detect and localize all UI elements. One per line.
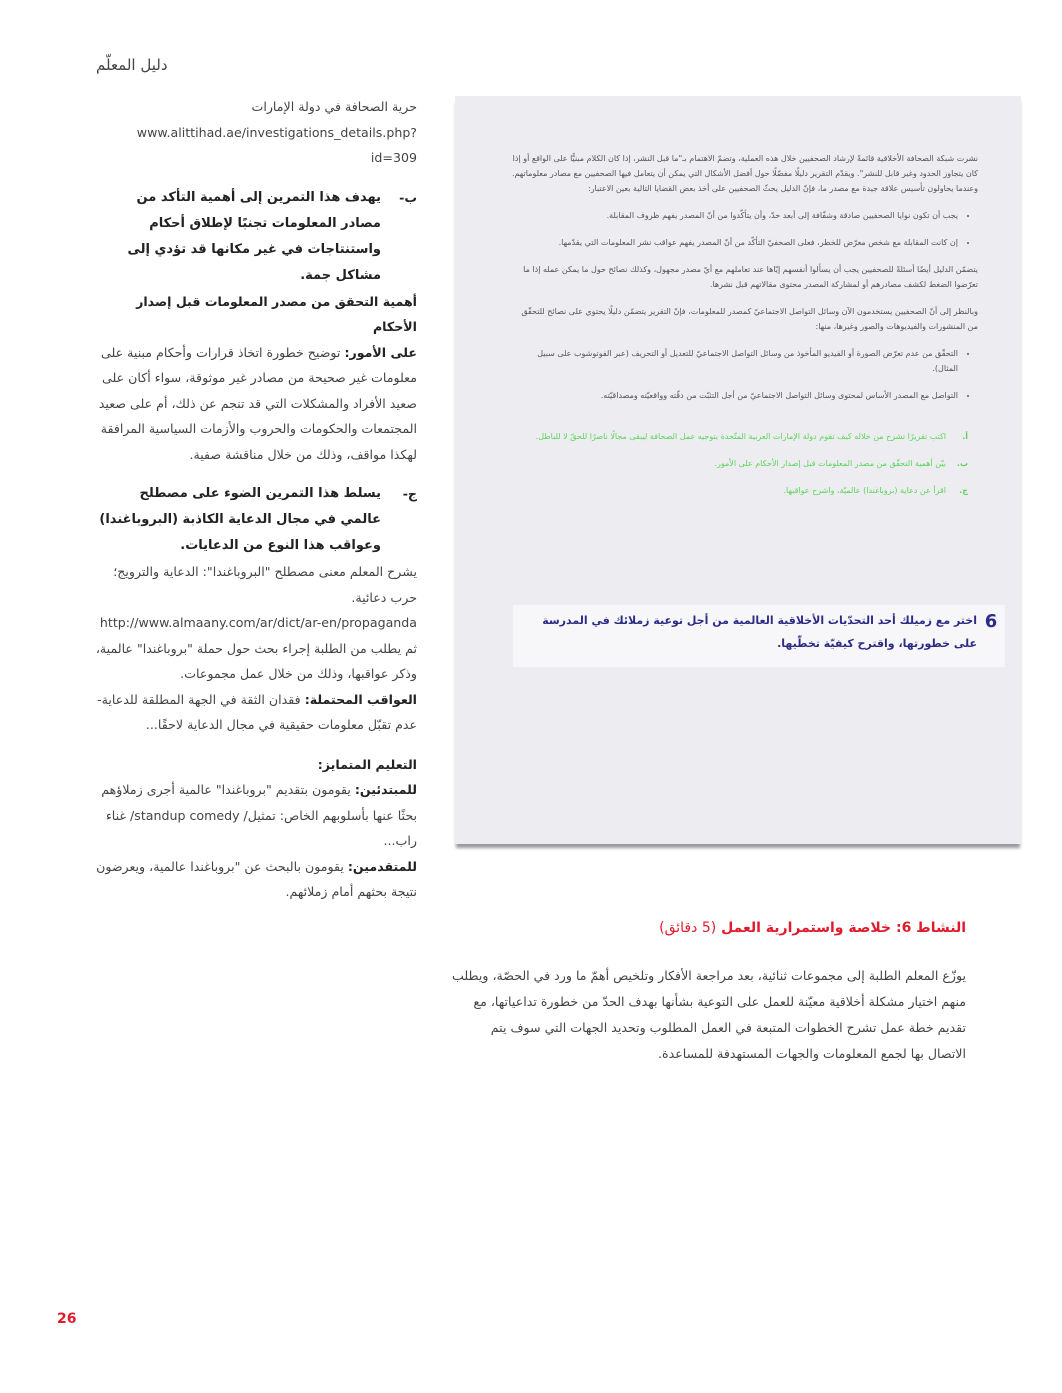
activity-6-title: [560, 920, 966, 936]
question-b: [510, 456, 978, 471]
excerpt-bullets-2: [510, 346, 978, 403]
exercise-c-objective: يسلط هذا التمرين الضوء على مصطلح عالمي في مجال الدعاية الكاذبة (البروباغندا) وعواقب هذا النوع من الدعايات.: [99, 486, 381, 553]
consequences-text: فقدان الثقة في الجهة المطلقة للدعاية- عدم تقبّل معلومات حقيقية في مجال الدعاية لاحقًا...: [97, 691, 417, 732]
consequences: [95, 687, 417, 738]
exercise-b-objective: يهدف هذا التمرين إلى أهمية التأكد من مصادر المعلومات تجنبًا لإطلاق أحكام واستنتاجات في غير مكانها قد تؤدي إلى مشاكل جمة.: [127, 189, 381, 283]
teacher-notes-column: [95, 94, 417, 905]
guide-title: دليل المعلّم: [96, 56, 168, 74]
exercise-b-label: على الأمور:: [344, 344, 417, 360]
beginners-label: للمبتدئين:: [354, 782, 417, 797]
differentiated-learning-title: التعليم المتمايز:: [317, 756, 417, 772]
beginners-text: يقومون بتقديم "بروباغندا" عالمية أجرى زملاؤهم بحثًا عنها بأسلوبهم الخاص: تمثيل/ standup comedy/ غناء راب...: [101, 782, 417, 848]
source-link[interactable]: www.alittihad.ae/investigations_details.php?id=309: [136, 124, 417, 165]
list-item: • التحقّق من عدم تعرّض الصورة أو الفيديو المأخوذ من وسائل التواصل الاجتماعيّ للتعديل أو التحريف (عبر الفوتوشوب على سبيل المثال).: [510, 346, 958, 376]
student-book-excerpt: [455, 96, 1021, 844]
exercise-b-heading: أهمية التحقق من مصدر المعلومات قبل إصدار الأحكام: [136, 293, 417, 334]
exercise-b-marker: ب-: [399, 189, 417, 205]
question-c: [510, 483, 978, 498]
question-b-text: بيّن أهمية التحقّق من مصدر المعلومات قبل إصدار الأحكام على الأمور.: [714, 459, 946, 468]
exercise-c-body: يشرح المعلم معنى مصطلح "البروباغندا": الدعاية والترويج؛ حرب دعائية.: [113, 564, 417, 605]
exercise-b-body: توضيح خطورة اتخاذ قرارات وأحكام مبنية على معلومات غير صحيحة من مصادر غير موثوقة، سواء أكان على صعيد الأفراد والمشكلات التي قد تنجم عن ذلك، أم على صعيد المجتمعات والحكومات والحروب والأزمات السياسية المرافقة لهكذا مواقف، وذلك من خلال مناقشة صفية.: [98, 344, 417, 462]
advanced-note: [95, 854, 417, 905]
task-6-number: 6: [984, 611, 998, 632]
activity-6-duration: (5 دقائق): [659, 920, 717, 936]
consequences-label: العواقب المحتملة:: [304, 691, 417, 707]
question-c-text: اقرأ عن دعاية (بروباغندا) عالميّة، واشرح عواقبها.: [783, 486, 946, 495]
question-a-text: اكتب تقريرًا تشرح من خلاله كيف تقوم دولة الإمارات العربية المتّحدة بتوجيه عمل الصحافة ليبقى مجالًا ناصرًا للحقّ لا للباطل.: [535, 432, 946, 441]
exercise-c-marker: ج-: [402, 486, 417, 501]
activity-6-body: يوزّع المعلم الطلبة إلى مجموعات ثنائية، بعد مراجعة الأفكار وتلخيص أهمّ ما ورد في الحصّة، ويطلب منهم اختيار مشكلة أخلاقية معيّنة للعمل على التوعية بشأنها بهدف الحدّ من خطورة تداعياتها، مع تقديم خطة عمل تشرح الخطوات المتبعة في العمل المطلوب وتحديد الجهات التي سوف يتم الاتصال بها لجمع المعلومات والجهات المستهدفة للمساعدة.: [452, 968, 966, 1061]
advanced-text: يقومون بالبحث عن "بروباغندا عالمية، ويعرضون نتيجة بحثهم أمام زملائهم.: [96, 858, 417, 899]
excerpt-paragraph-3: وبالنظر إلى أنّ الصحفيين يستخدمون الآن وسائل التواصل الاجتماعيّ كمصدر للمعلومات، فإنّ التقرير يتضمّن دليلًا يحتوي على نصائح للتحقّق من المنشورات والفيديوهات والصور وغيرها، منها:: [521, 307, 978, 331]
excerpt-content: [510, 151, 978, 510]
list-item: • التواصل مع المصدر الأساس لمحتوى وسائل التواصل الاجتماعيّ من أجل التثبّت من دقّته وواقعيّته ومصداقيّته.: [510, 388, 958, 403]
question-a: [510, 429, 978, 444]
task-6-text: اختر مع زميلك أحد التحدّيات الأخلاقية العالمية من أجل توعية زملائك في المدرسة على خطورتها، واقترح كيفيّة تخطّيها.: [542, 614, 977, 650]
list-item: • يجب أن تكون نوايا الصحفيين صادقة وشفّافة إلى أبعد حدّ، وأن يتأكّدوا من أنّ المصدر يفهم ظروف المقابلة.: [510, 208, 958, 223]
exercise-c-body2: ثم يطلب من الطلبة إجراء بحث حول حملة "بروباغندا" عالمية، وذكر عواقبها، وذلك من خلال عمل مجموعات.: [95, 640, 417, 681]
task-6-box: [513, 605, 1005, 667]
dictionary-link[interactable]: http://www.almaany.com/ar/dict/ar-en/propaganda: [99, 615, 417, 630]
excerpt-paragraph-2: يتضمّن الدليل أيضًا أسئلةً للصحفيين يجب أن يسألوا أنفسهم إيّاها عند تعاملهم مع أيّ مصدر مجهول، وكذلك نصائح حول ما يمكن عمله إذا ما تعرّضوا الضغط لكشف مصادرهم أو لمشاركة المصدر محتوى مقالاتهم قبل نشرها.: [523, 265, 978, 289]
page-number: 26: [57, 1311, 77, 1327]
excerpt-intro: نشرت شبكة الصحافة الأخلاقية قائمةً لإرشاد الصحفيين خلال هذه العملية، وتضمّ الاهتمام بـ"ما قبل النشر، إذا كان الكلام مبنيًّا على الواقع أو إذا كان يتجاوز الحدود وغير قابل للنشر". ويقدّم التقرير دليلًا مفصّلًا حول أفضل الأشكال التي يمكن أن يتعامل فيها الصحفيين مع مصادر معلوماتهم. وعندما يحاولون تأسيس علاقة جيدة مع مصدر ما، فإنّ الدليل يحثّ الصحفيين على أخذ بعض القضايا التالية بعين الاعتبار:: [511, 154, 978, 193]
question-b-marker: ب.: [956, 459, 968, 468]
question-a-marker: أ.: [962, 432, 968, 441]
advanced-label: للمتقدمين:: [347, 858, 417, 874]
exercise-b: [95, 185, 417, 289]
list-item: • إن كانت المقابلة مع شخص معرّض للخطر، فعلى الصحفيّ التأكّد من أنّ المصدر يفهم عواقب نشر المعلومات التي يقدّمها.: [510, 235, 958, 250]
exercise-c: [95, 481, 417, 559]
beginners-note: [95, 777, 417, 854]
exercise-b-explanation: [95, 340, 417, 468]
question-c-marker: ج.: [959, 486, 968, 495]
excerpt-bullets-1: [510, 208, 978, 250]
source-title: حرية الصحافة في دولة الإمارات: [251, 99, 417, 114]
activity-6-heading: النشاط 6: خلاصة واستمرارية العمل: [721, 920, 966, 936]
